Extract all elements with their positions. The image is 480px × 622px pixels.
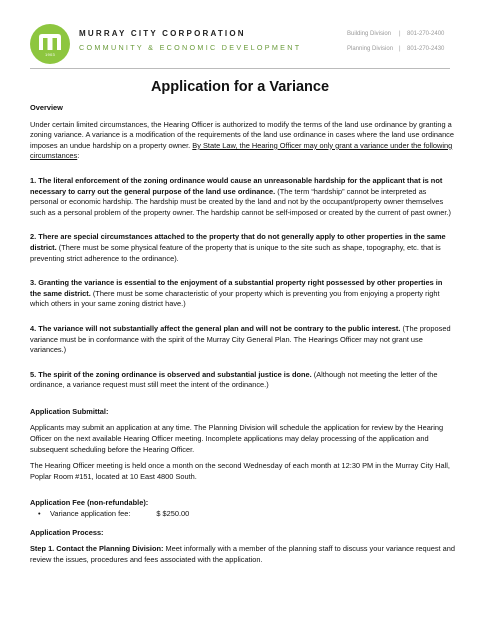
contact-label: Building Division	[347, 31, 392, 37]
fee-list-item	[30, 509, 455, 520]
circumstance-text: (There must be some physical feature of the property that is unique to the site such as shape, topography, etc. that is preventing strict adherence to the ordinance).	[30, 242, 441, 263]
process-heading: Application Process:	[30, 527, 104, 537]
circumstance-5	[30, 370, 455, 391]
circumstance-2	[30, 232, 455, 264]
fee-amount: $ $250.00	[156, 509, 190, 519]
contact-label: Planning Division	[347, 46, 394, 52]
contact-phone: 801-270-2400	[407, 31, 445, 37]
department-name: COMMUNITY & ECONOMIC DEVELOPMENT	[79, 43, 302, 52]
circumstance-bold: 5. The spirit of the zoning ordinance is observed and substantial justice is done.	[30, 369, 312, 379]
circumstance-bold: 4. The variance will not substantially affect the general plan and will not be contrary to the public interest.	[30, 323, 401, 333]
contact-planning-division	[347, 46, 444, 52]
circumstance-bold: 1. The literal enforcement of the zoning ordinance would cause an unreasonable hardship for the applicant that is not necessary to carry out the general purpose of the land use ordinance.	[30, 175, 443, 196]
circumstance-3	[30, 278, 455, 310]
document-body	[30, 103, 455, 565]
fee-heading: Application Fee (non-refundable):	[30, 498, 149, 508]
organization-name: MURRAY CITY CORPORATION	[79, 29, 246, 38]
circumstance-text: (The proposed variance must be in conformance with the spirit of the Murray City General Plan. The Hearings Officer may not grant use variances.)	[30, 323, 451, 355]
logo-year: 1903	[44, 52, 56, 57]
page-title: Application for a Variance	[150, 79, 330, 95]
overview-paragraph	[30, 120, 455, 162]
circumstance-bold: 2. There are special circumstances attached to the property that do not generally apply to other properties in the same district.	[30, 232, 446, 252]
submittal-paragraph-1: Applicants may submit an application at any time. The Planning Division will schedule the application for review by the Hearing Officer on the next available Hearing Officer meeting. Incomplete applications may delay processing of the application and subsequent scheduling before the Hearing Officer.	[30, 423, 444, 454]
overview-text: Under certain limited circumstances, the Hearing Officer is authorized to modify the terms of the land use ordinance by granting a zoning variance. A variance is a modification of the requirements of the land use ordinance in cases where the land use ordinance imposes an undue hardship on a property owner.	[30, 119, 454, 150]
circumstance-text: (There must be some characteristic of your property which is preventing you from enjoying a property right which others in your same zoning district have.)	[30, 288, 440, 309]
contact-separator: |	[399, 46, 401, 52]
circumstance-text: (The term “hardship” cannot be interpreted as personal or economic hardship. The hardship must be created by the land and not by the occupant/property owner themselves such as a personal problem of the property owner. The hardship cannot be self-imposed or created by the current of past owner.)	[30, 186, 451, 217]
step-1-text: Meet informally with a member of the planning staff to discuss your variance request and review the issues, procedures and fees associated with the application.	[30, 544, 455, 564]
contact-separator: |	[399, 31, 401, 37]
step-1-heading: Step 1. Contact the Planning Division:	[30, 544, 164, 554]
submittal-heading: Application Submittal:	[30, 406, 109, 416]
fee-label: Variance application fee:	[50, 509, 131, 519]
letterhead	[0, 0, 480, 72]
overview-underlined-text: By State Law, the Hearing Officer may only grant a variance under the following circumstances	[30, 140, 453, 161]
circumstance-1	[30, 176, 455, 218]
contact-phone: 801-270-2430	[407, 46, 445, 52]
submittal-paragraph-2: The Hearing Officer meeting is held once a month on the second Wednesday of each month at 12:30 PM in the Murray City Hall, Poplar Room #151, located at 10 East 4800 South.	[30, 461, 450, 481]
murray-m-mark-icon	[30, 24, 70, 64]
circumstance-4	[30, 324, 455, 356]
murray-city-logo	[30, 24, 70, 64]
header-divider	[30, 68, 450, 69]
circumstance-text: (Although not meeting the letter of the ordinance, a variance request must still meet the intent of the ordinance.)	[30, 369, 438, 390]
overview-heading: Overview	[30, 103, 63, 112]
bullet-icon: •	[38, 509, 41, 519]
process-step-1	[30, 544, 455, 565]
overview-suffix: :	[77, 151, 80, 161]
contact-building-division	[347, 31, 444, 37]
circumstance-bold: 3. Granting the variance is essential to the enjoyment of a substantial property right possessed by other properties in the same district.	[30, 278, 443, 298]
